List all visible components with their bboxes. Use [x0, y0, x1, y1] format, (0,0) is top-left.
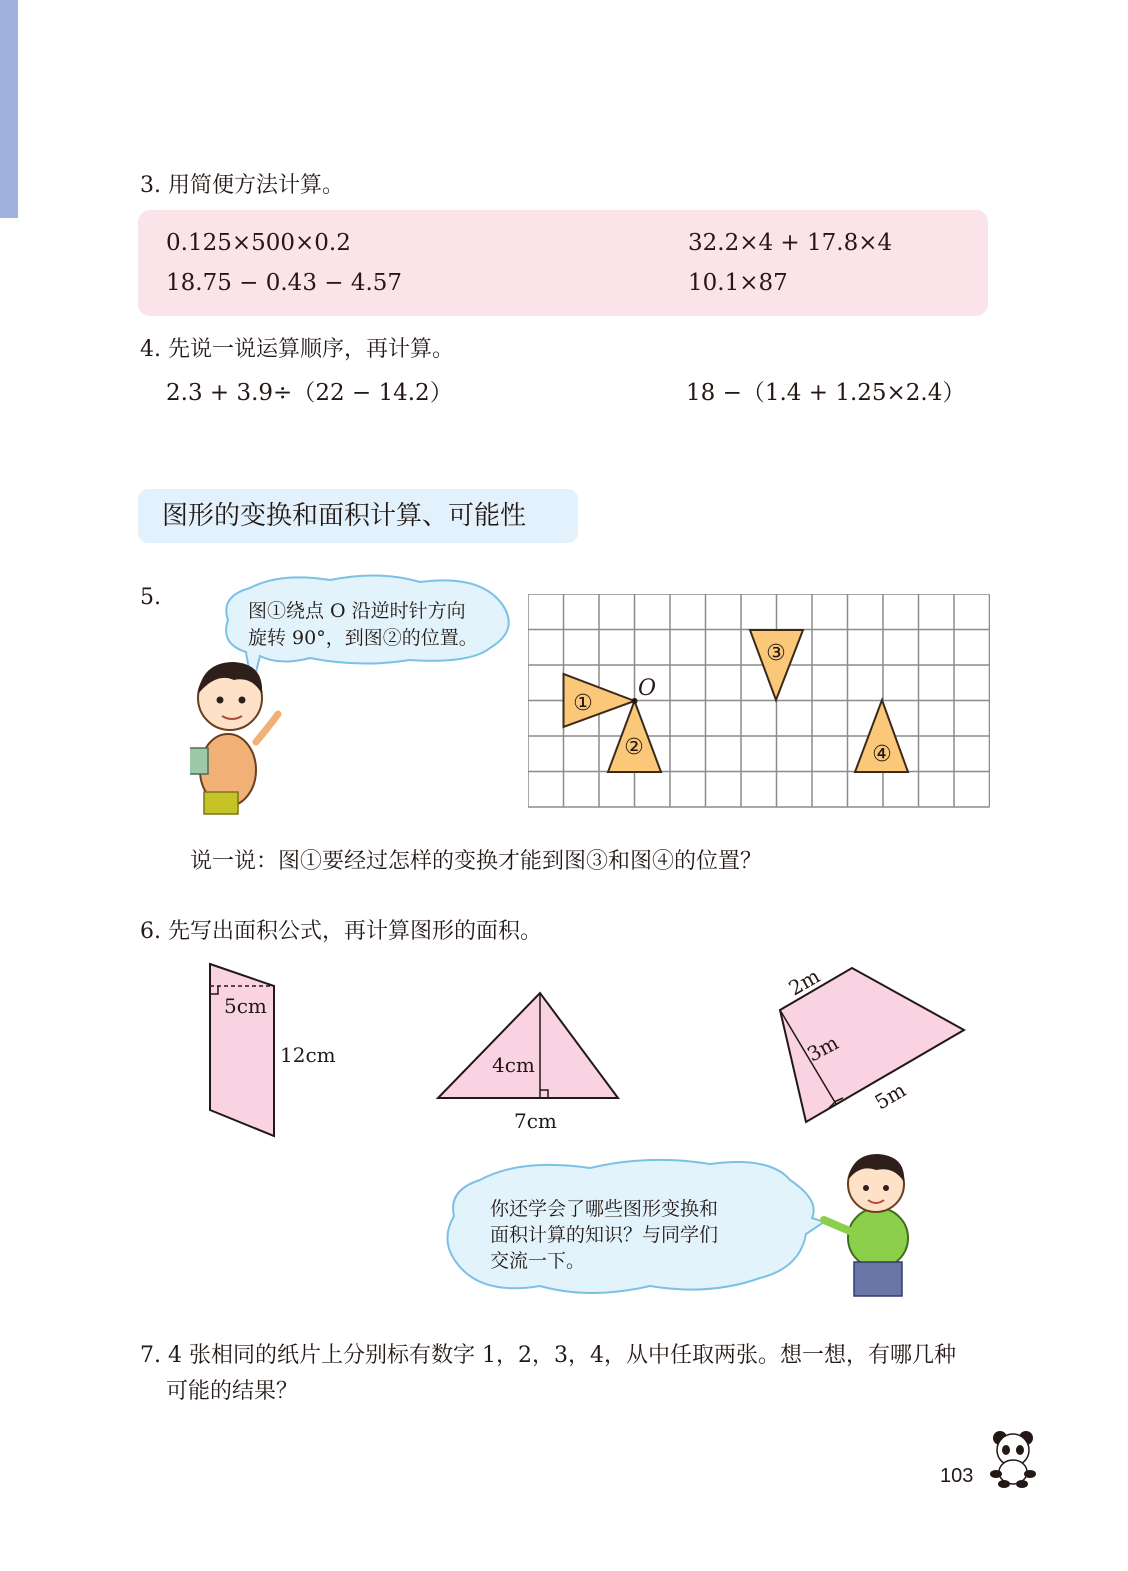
point-o-label: O [638, 676, 657, 701]
triangle-height-label: 4cm [492, 1053, 535, 1077]
bubble2-line-2: 面积计算的知识？与同学们 [490, 1224, 719, 1246]
trapezoid-top-label: 2m [784, 963, 824, 1001]
q3-expression-box [138, 210, 988, 316]
bubble2-line-1: 你还学会了哪些图形变换和 [490, 1198, 719, 1220]
parallelogram-height-label: 5cm [224, 994, 267, 1018]
q3-expr-3: 18.75 − 0.43 − 4.57 [166, 270, 403, 296]
q5-bubble-line-2: 旋转 90°，到图②的位置。 [248, 627, 478, 649]
trapezoid-height-label: 3m [803, 1030, 843, 1067]
triangle-2-label: ② [624, 735, 644, 760]
page-number: 103 [940, 1465, 974, 1487]
panda-icon [986, 1428, 1040, 1488]
point-o [632, 698, 638, 704]
q4-expr-2: 18 −（1.4 + 1.25×2.4） [686, 380, 966, 406]
q6-shapes-diagram [180, 950, 980, 1150]
q5-grid-diagram [528, 594, 990, 808]
q3-expr-4: 10.1×87 [688, 270, 788, 296]
bubble2-line-3: 交流一下。 [490, 1250, 586, 1272]
q7-line-1: 7. 4 张相同的纸片上分别标有数字 1，2，3，4，从中任取两张。想一想，有哪几种 [140, 1343, 956, 1368]
side-tab [0, 0, 18, 218]
q4-prompt: 4. 先说一说运算顺序，再计算。 [140, 337, 454, 362]
q7-line-2: 可能的结果？ [166, 1379, 299, 1404]
q3-expr-2: 32.2×4 + 17.8×4 [688, 230, 893, 256]
q6-prompt: 6. 先写出面积公式，再计算图形的面积。 [140, 919, 542, 944]
section-title: 图形的变换和面积计算、可能性 [138, 489, 578, 543]
q5-follow-up: 说一说：图①要经过怎样的变换才能到图③和图④的位置？ [190, 849, 763, 874]
triangle-3-label: ③ [766, 641, 786, 666]
parallelogram-shape [210, 964, 274, 1136]
q5-bubble-line-1: 图①绕点 O 沿逆时针方向 [248, 600, 466, 622]
triangle-1-label: ① [573, 691, 593, 716]
q5-number: 5. [140, 585, 161, 610]
q4-expr-1: 2.3 + 3.9÷（22 − 14.2） [166, 380, 453, 406]
parallelogram-side-label: 12cm [280, 1043, 336, 1067]
triangle-shape [438, 993, 618, 1098]
boy-character-2-icon [824, 1154, 908, 1296]
boy-character-icon [190, 662, 278, 814]
q3-expr-1: 0.125×500×0.2 [166, 230, 351, 256]
triangle-base-label: 7cm [514, 1109, 557, 1133]
triangle-4-label: ④ [872, 742, 892, 767]
trapezoid-bottom-label: 5m [870, 1077, 910, 1115]
q3-prompt: 3. 用简便方法计算。 [140, 173, 344, 198]
